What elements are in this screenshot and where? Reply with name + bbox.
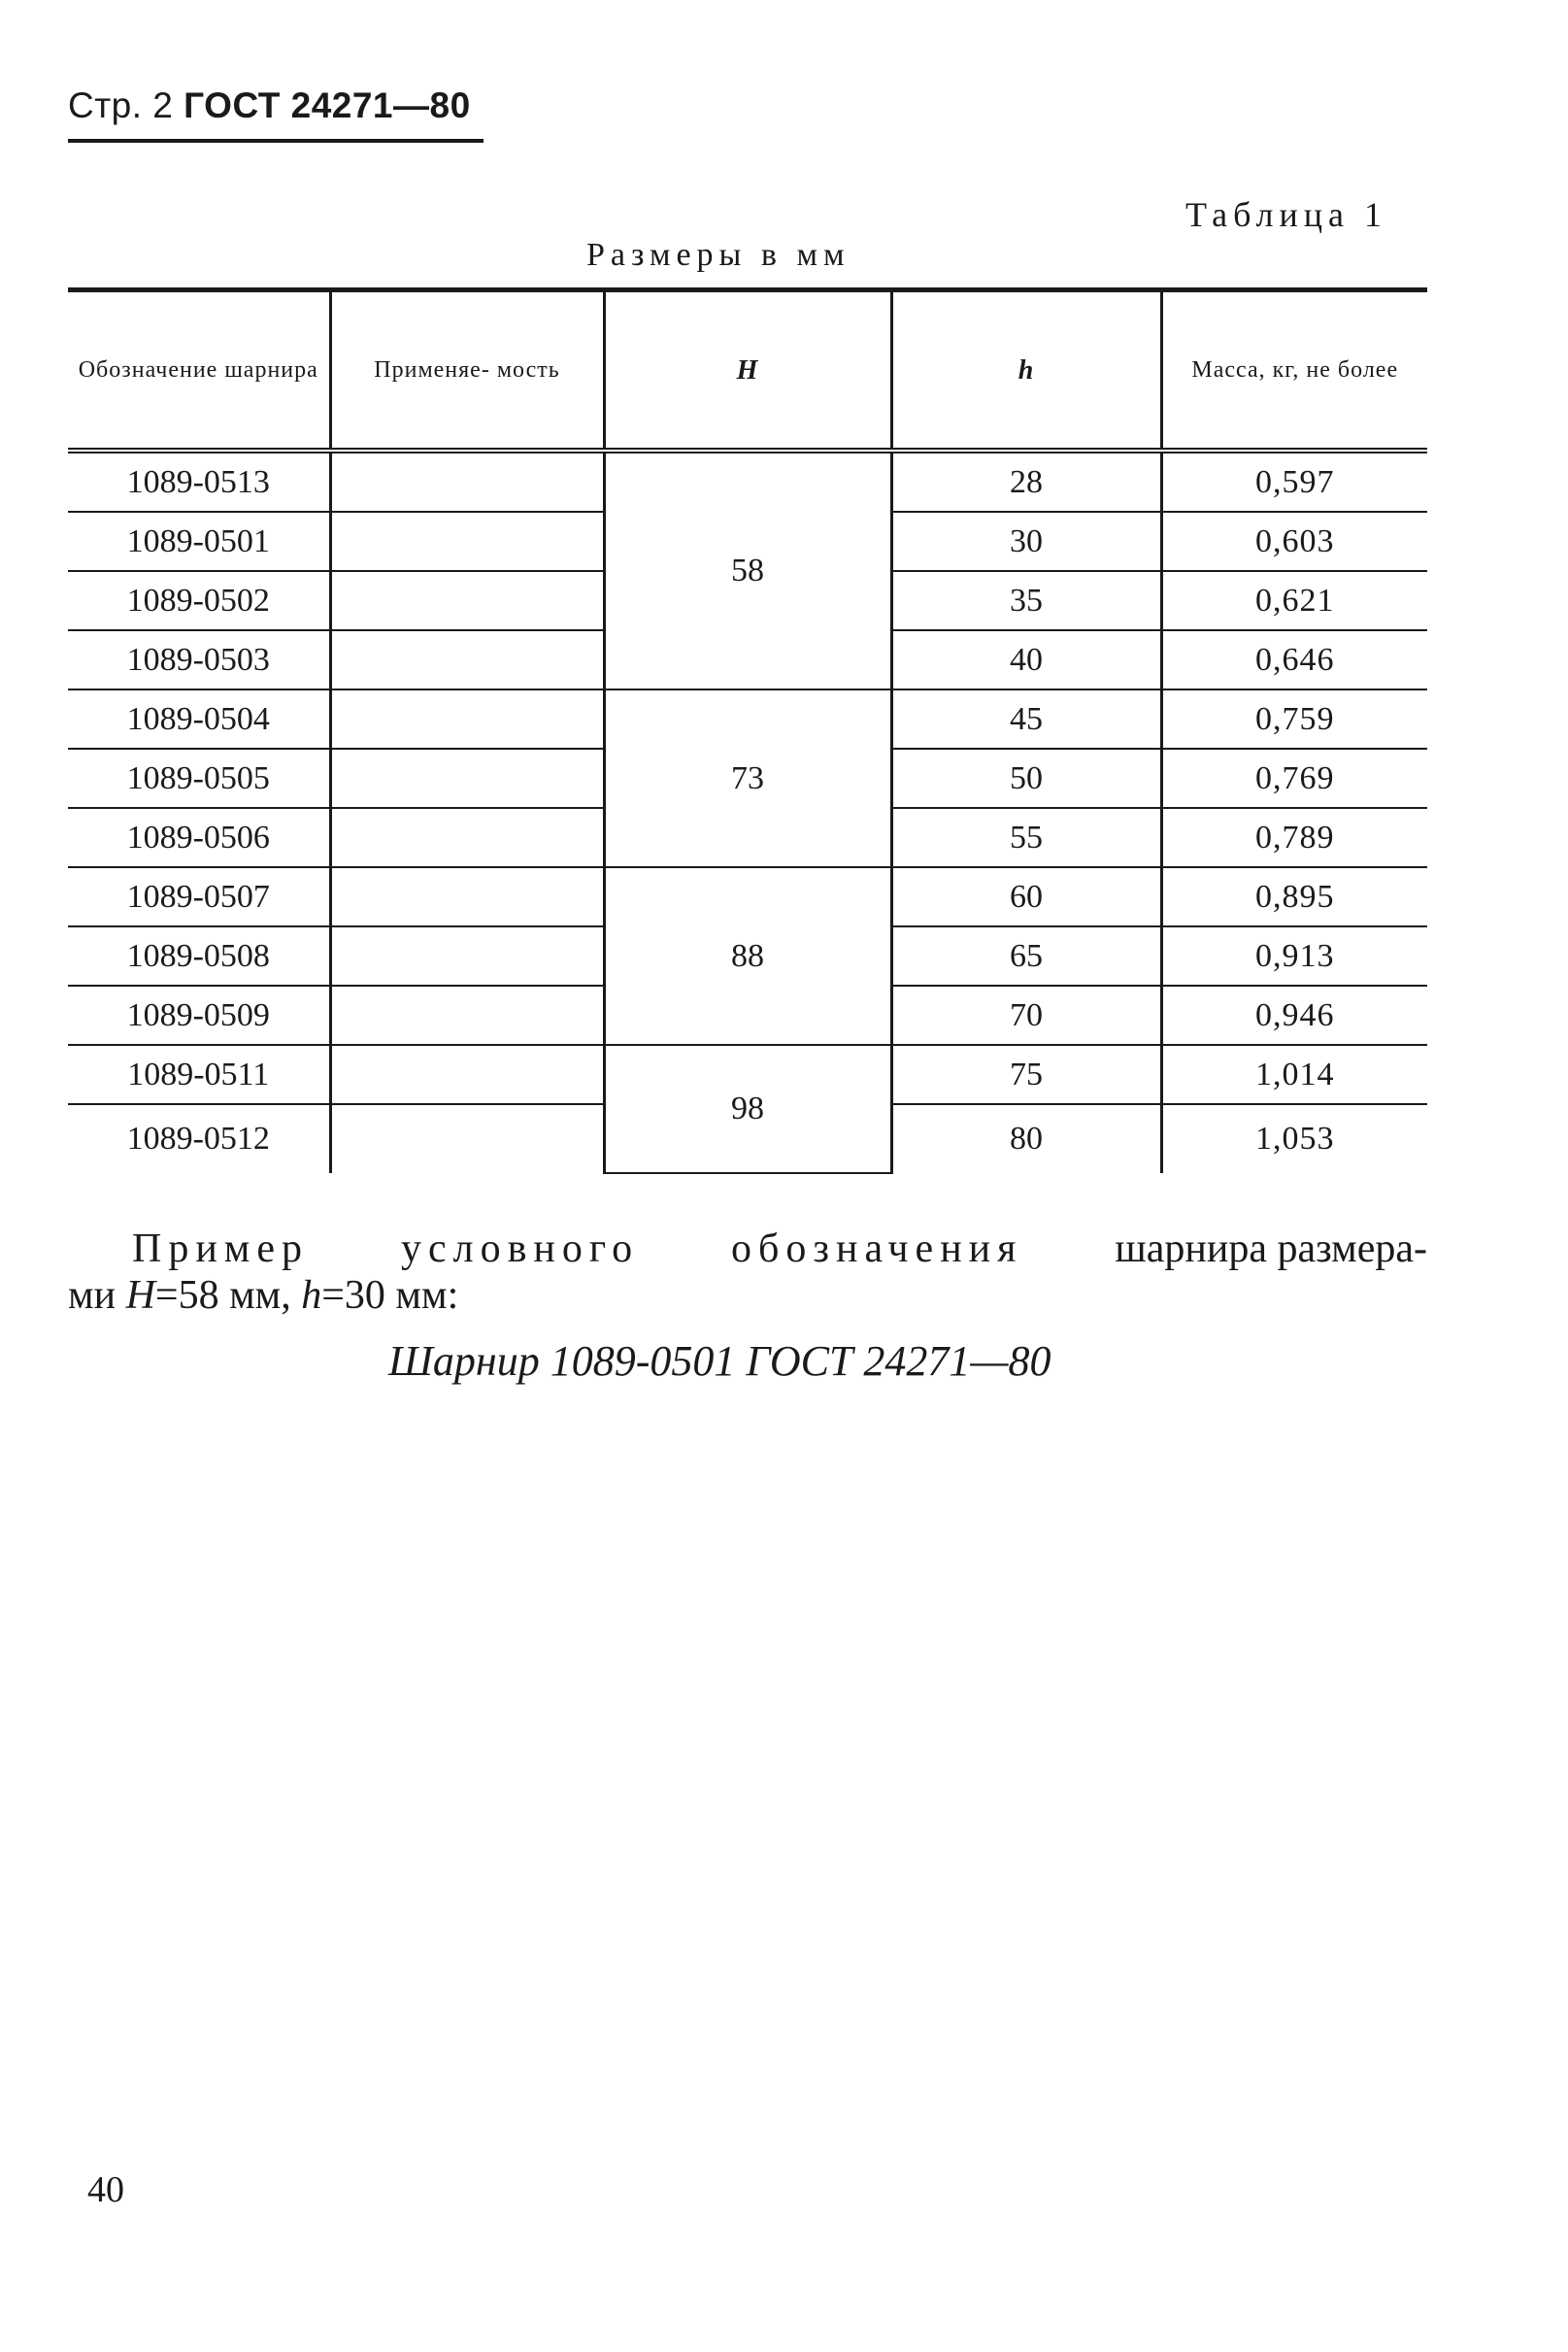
cell-h: 50 (891, 749, 1161, 808)
cell-h: 30 (891, 512, 1161, 571)
cell-designation: 1089-0512 (126, 1121, 270, 1157)
cell-mass: 0,769 (1161, 749, 1427, 808)
cell-designation: 1089-0509 (68, 986, 330, 1045)
cell-H-group: 73 (604, 689, 891, 867)
cell-H-group: 98 (604, 1045, 891, 1173)
example-tail: шарнира размера- (1115, 1226, 1427, 1271)
example-value-h: =30 мм: (321, 1273, 459, 1318)
example-word-1: Пример (132, 1226, 310, 1271)
cell-h: 35 (891, 571, 1161, 630)
cell-designation: 1089-0505 (68, 749, 330, 808)
cell-applicability (330, 867, 604, 926)
cell-H-group: 58 (604, 451, 891, 689)
cell-applicability (330, 1045, 604, 1104)
example-designation: Шарнир 1089-0501 ГОСТ 24271—80 (388, 1337, 1051, 1385)
running-head (68, 85, 471, 126)
col-header-designation: Обозначение шарнира (68, 290, 330, 452)
cell-mass: 0,603 (1161, 512, 1427, 571)
table-row (68, 1045, 1427, 1104)
example-word-3: обозначения (731, 1226, 1023, 1271)
cell-mass: 0,759 (1161, 689, 1427, 749)
cell-h: 65 (891, 926, 1161, 986)
cell-h: 80 (891, 1104, 1161, 1173)
table-row (68, 451, 1427, 512)
page-number: 40 (87, 2169, 124, 2210)
cell-applicability (330, 689, 604, 749)
example-line-2 (68, 1272, 1427, 1319)
cell-mass: 1,053 (1161, 1104, 1427, 1173)
example-var-H: H (125, 1273, 155, 1318)
cell-designation: 1089-0503 (68, 630, 330, 689)
cell-h: 55 (891, 808, 1161, 867)
cell-applicability (330, 571, 604, 630)
table-caption: Таблица 1 (1185, 195, 1387, 234)
example-word-2: условного (400, 1226, 640, 1271)
cell-mass: 0,895 (1161, 867, 1427, 926)
cell-designation: 1089-0511 (68, 1045, 330, 1104)
cell-mass: 0,913 (1161, 926, 1427, 986)
cell-H-group: 88 (604, 867, 891, 1045)
cell-applicability (330, 512, 604, 571)
units-caption: Размеры в мм (586, 237, 851, 273)
cell-applicability (330, 986, 604, 1045)
cell-h: 60 (891, 867, 1161, 926)
col-header-mass: Масса, кг, не более (1161, 290, 1427, 452)
cell-h: 70 (891, 986, 1161, 1045)
col-header-applicability: Применяе- мость (330, 290, 604, 452)
example-value-H: =58 мм, (154, 1273, 291, 1318)
cell-mass: 0,597 (1161, 451, 1427, 512)
cell-designation: 1089-0501 (68, 512, 330, 571)
cell-designation: 1089-0508 (68, 926, 330, 986)
dimensions-table-wrap (68, 287, 1427, 1174)
col-header-h: h (891, 290, 1161, 452)
cell-h: 40 (891, 630, 1161, 689)
cell-applicability (330, 926, 604, 986)
table-row (68, 867, 1427, 926)
cell-mass: 0,646 (1161, 630, 1427, 689)
col-header-H: H (604, 290, 891, 452)
dimensions-table (68, 287, 1427, 1174)
cell-mass: 0,789 (1161, 808, 1427, 867)
header-rule (68, 139, 484, 143)
cell-applicability (330, 808, 604, 867)
cell-designation: 1089-0502 (68, 571, 330, 630)
example-line2-start: ми (68, 1273, 117, 1318)
cell-applicability (330, 1104, 604, 1173)
cell-applicability (330, 630, 604, 689)
table-row (68, 689, 1427, 749)
example-paragraph (68, 1226, 1427, 1319)
cell-applicability (330, 451, 604, 512)
cell-mass: 0,946 (1161, 986, 1427, 1045)
cell-applicability (330, 749, 604, 808)
cell-mass: 1,014 (1161, 1045, 1427, 1104)
standard-number: ГОСТ 24271—80 (183, 85, 471, 125)
cell-h: 45 (891, 689, 1161, 749)
cell-designation: 1089-0507 (68, 867, 330, 926)
cell-mass: 0,621 (1161, 571, 1427, 630)
cell-designation: 1089-0504 (68, 689, 330, 749)
example-line-1 (132, 1226, 1427, 1272)
cell-h: 75 (891, 1045, 1161, 1104)
page-label: Стр. 2 (68, 85, 174, 125)
example-var-h: h (301, 1273, 322, 1318)
cell-designation: 1089-0506 (68, 808, 330, 867)
cell-h: 28 (891, 451, 1161, 512)
cell-designation: 1089-0513 (68, 451, 330, 512)
table-header-row (68, 290, 1427, 452)
